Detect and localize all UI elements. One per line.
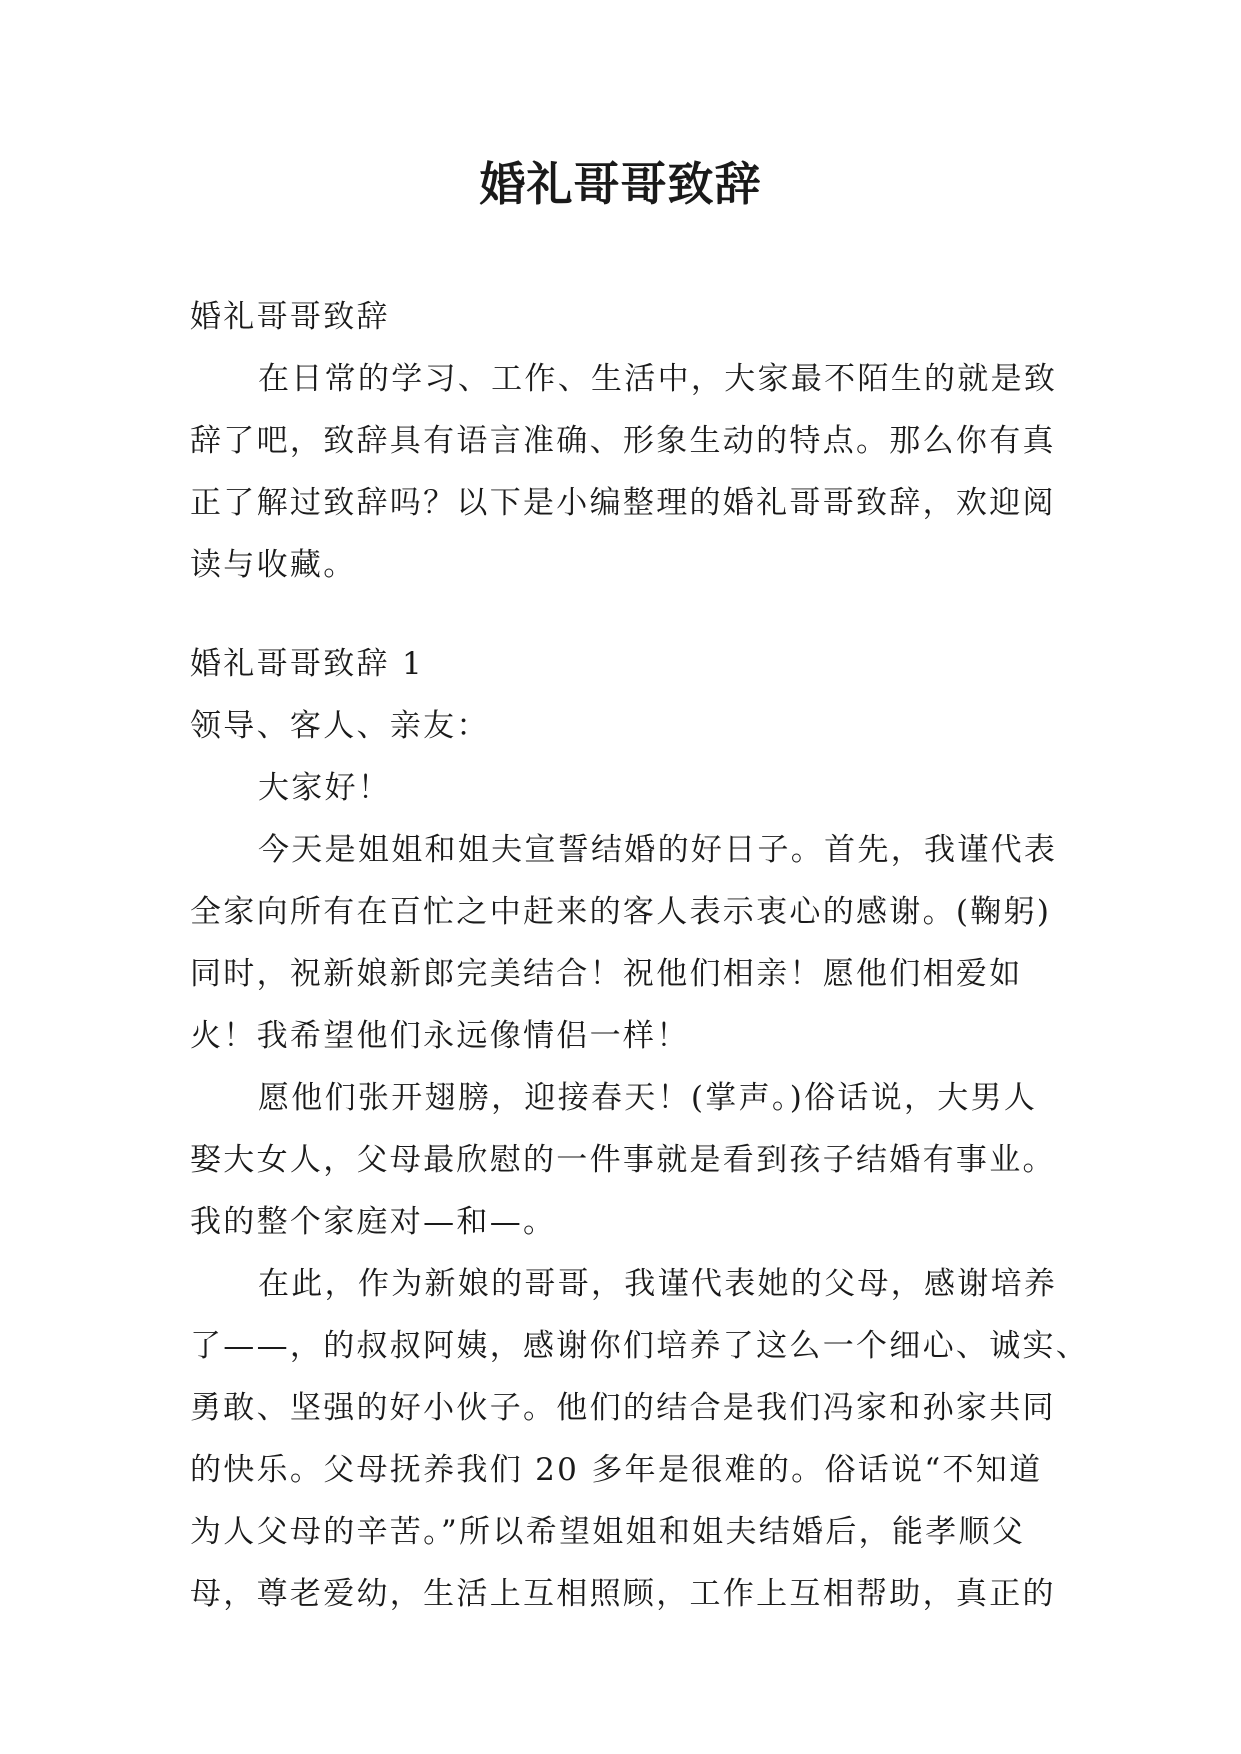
intro-line-1: 在日常的学习、工作、生活中，大家最不陌生的就是致: [258, 361, 1058, 397]
section-heading: 婚礼哥哥致辞 1: [190, 646, 424, 682]
paragraph3-line-3: 勇敢、坚强的好小伙子。他们的结合是我们冯家和孙家共同: [190, 1390, 1056, 1426]
intro-heading: 婚礼哥哥致辞: [190, 299, 390, 335]
speech-section-1: [190, 633, 1090, 1625]
paragraph3-line-5: 为人父母的辛苦。”所以希望姐姐和姐夫结婚后，能孝顺父: [190, 1514, 1026, 1550]
paragraph2-line-2: 娶大女人，父母最欣慰的一件事就是看到孩子结婚有事业。: [190, 1142, 1056, 1178]
paragraph3-line-2: 了——，的叔叔阿姨，感谢你们培养了这么一个细心、诚实、: [190, 1328, 1090, 1364]
paragraph2-line-1: 愿他们张开翅膀，迎接春天！(掌声。)俗话说，大男人: [258, 1080, 1038, 1116]
paragraph3-line-4: 的快乐。父母抚养我们 20 多年是很难的。俗话说“不知道: [190, 1452, 1043, 1488]
document-title: 婚礼哥哥致辞: [479, 157, 762, 211]
paragraph1-line-2: 全家向所有在百忙之中赶来的客人表示衷心的感谢。(鞠躬): [190, 894, 1052, 930]
intro-line-4: 读与收藏。: [190, 547, 357, 583]
paragraph1-line-4: 火！我希望他们永远像情侣一样！: [190, 1018, 690, 1054]
salutation: 领导、客人、亲友：: [190, 708, 490, 744]
paragraph3-line-1: 在此，作为新娘的哥哥，我谨代表她的父母，感谢培养: [258, 1266, 1058, 1302]
paragraph1-line-1: 今天是姐姐和姐夫宣誓结婚的好日子。首先，我谨代表: [258, 832, 1058, 868]
greeting: 大家好！: [258, 770, 392, 806]
paragraph2-line-3: 我的整个家庭对—和—。: [190, 1204, 557, 1240]
paragraph3-line-6: 母，尊老爱幼，生活上互相照顾，工作上互相帮助，真正的: [190, 1576, 1056, 1612]
intro-line-3: 正了解过致辞吗？以下是小编整理的婚礼哥哥致辞，欢迎阅: [190, 485, 1056, 521]
intro-line-2: 辞了吧，致辞具有语言准确、形象生动的特点。那么你有真: [190, 423, 1056, 459]
intro-section: [190, 286, 1058, 596]
paragraph1-line-3: 同时，祝新娘新郎完美结合！祝他们相亲！愿他们相爱如: [190, 956, 1023, 992]
